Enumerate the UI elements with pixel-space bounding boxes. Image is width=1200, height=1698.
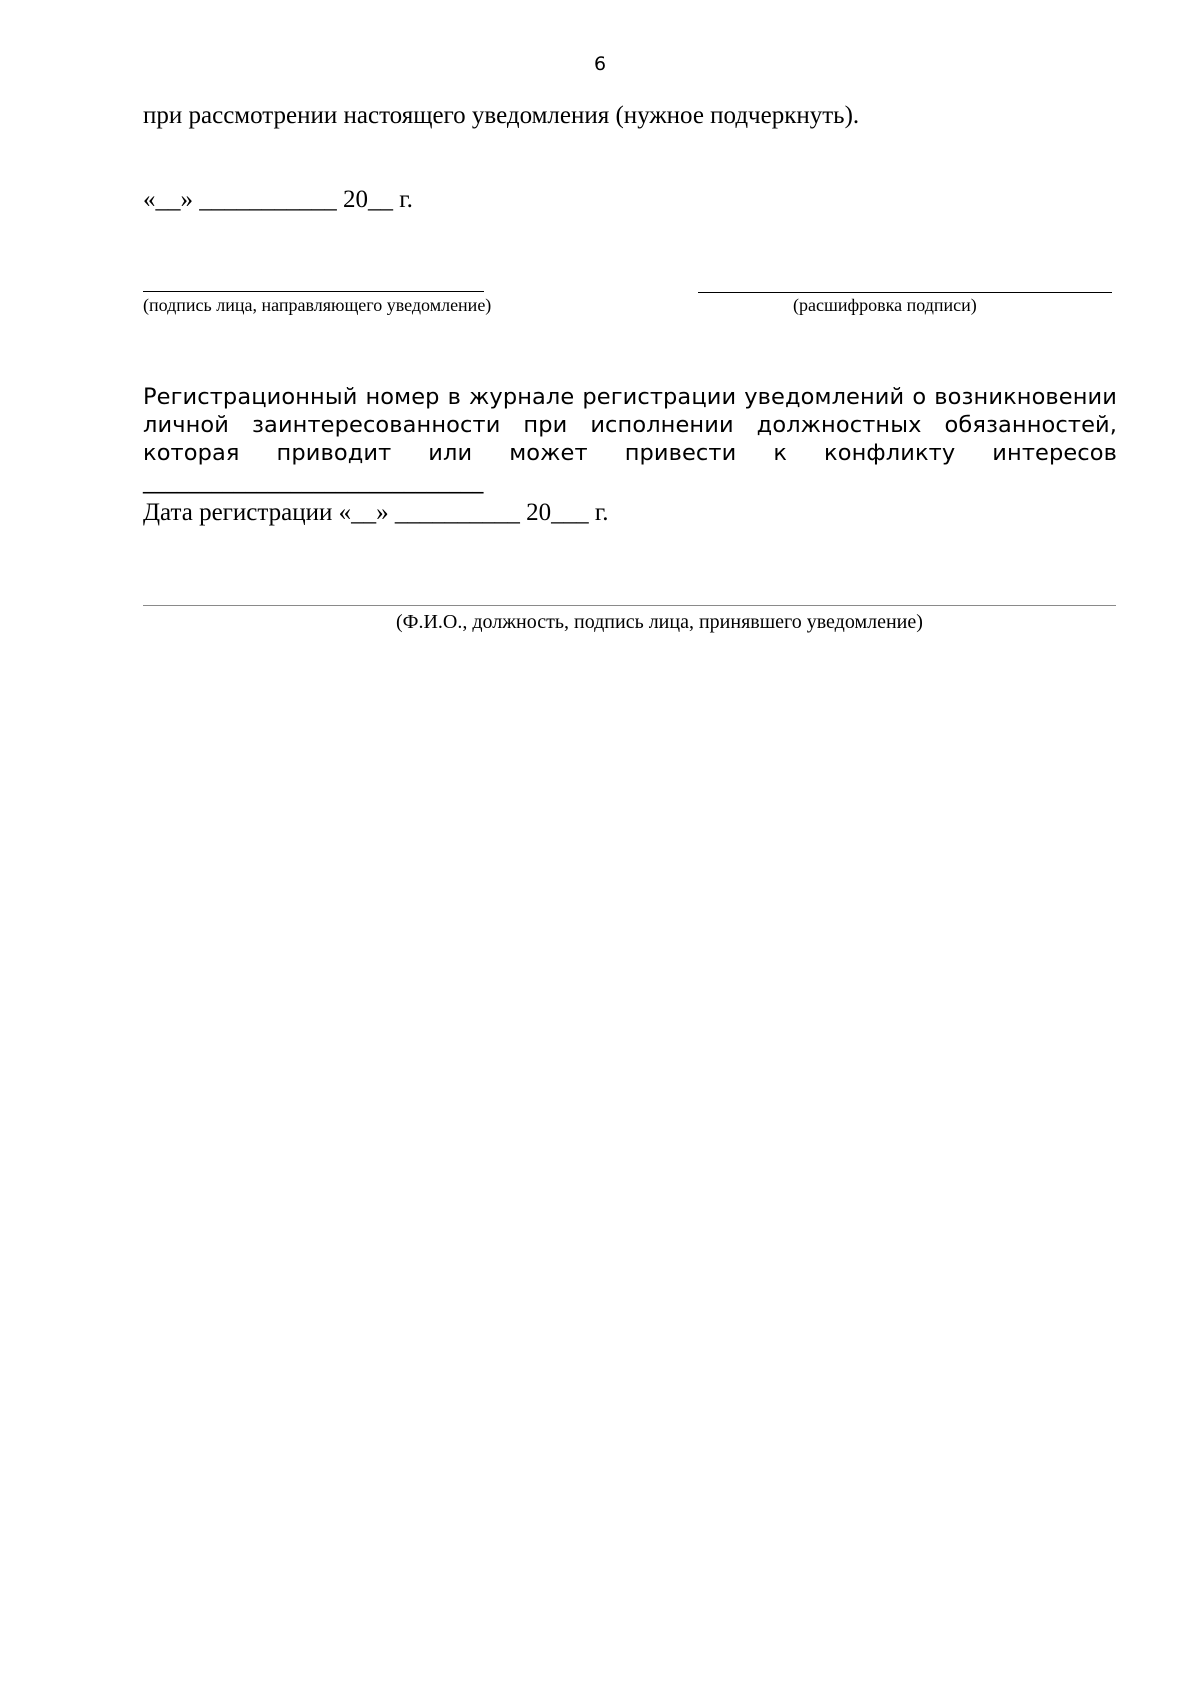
page-number: 6 [593,53,607,75]
notice-date-line: «__» ___________ 20__ г. [143,186,413,213]
sender-signature-caption: (подпись лица, направляющего уведомление) [143,295,492,315]
signature-transcript-line [698,292,1112,293]
receiver-signature-line [143,605,1116,606]
registration-date-line: Дата регистрации «__» __________ 20___ г. [143,499,609,526]
consideration-line: при рассмотрении настоящего уведомления (нужное подчеркнуть). [143,102,860,129]
registration-number-paragraph: Регистрационный номер в журнале регистрации уведомлений о возникновении личной заинтересованности при исполнении должностных обязанностей, которая приводит или может привести к конфликту интересов ______________________________ [143,384,1117,494]
signature-transcript-caption: (расшифровка подписи) [793,295,977,315]
sender-signature-line [143,291,484,292]
receiver-signature-caption: (Ф.И.О., должность, подпись лица, принявшего уведомление) [396,611,923,633]
